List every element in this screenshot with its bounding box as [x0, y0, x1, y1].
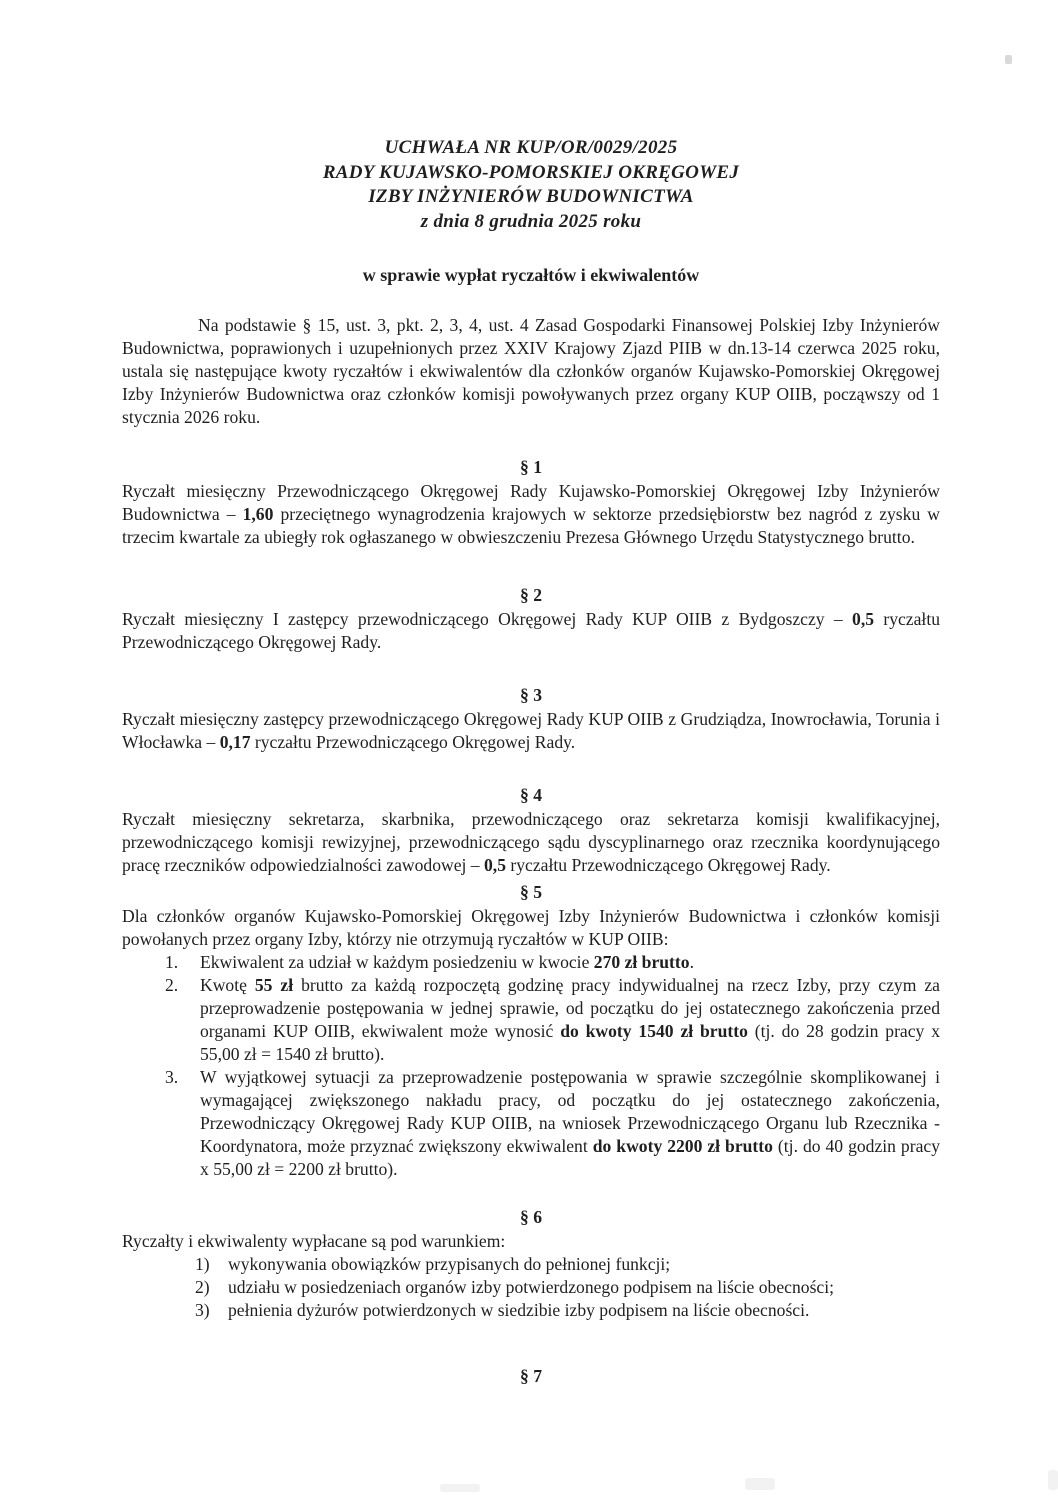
text-run: brutto za każdą rozpoczętą godzinę pracy indywidualnej na rzecz Izby, przy czym za przeprowadzenie postępowania w jednej sprawie, od początku do jej ostatecznego zakończenia przed organami KUP OIIB, ekwiwalent może wynosić: [200, 975, 940, 1041]
text-run: Ryczałty i ekwiwalenty wypłacane są pod warunkiem:: [122, 1231, 506, 1251]
list-item: [122, 1276, 940, 1299]
scan-smudge: [745, 1478, 775, 1490]
text-run: ryczałtu Przewodniczącego Okręgowej Rady.: [122, 609, 940, 652]
text-run: przeciętnego wynagrodzenia krajowych w sektorze przedsiębiorstw bez nagród z zysku w trzecim kwartale za ubiegły rok ogłaszanego w obwieszczeniu Prezesa Głównego Urzędu Statystycznego brutto.: [122, 504, 940, 547]
text-run: udziału w posiedzeniach organów izby potwierdzonego podpisem na liście obecności;: [228, 1277, 834, 1297]
text-run: Na podstawie § 15, ust. 3, pkt. 2, 3, 4, ust. 4 Zasad Gospodarki Finansowej Polskiej Izby Inżynierów Budownictwa, poprawionych i uzupełnionych przez XXIV Krajowy Zjazd PIIB w dn.13-14 czerwca 2025 roku, ustala się następujące kwoty ryczałtów i ekwiwalentów dla członków organów Kujawsko-Pomorskiej Okręgowej Izby Inżynierów Budownictwa oraz członków komisji powoływanych przez organy KUP OIIB, począwszy od 1 stycznia 2026 roku.: [122, 315, 940, 427]
scan-smudge: [440, 1484, 480, 1492]
paragraph: [122, 808, 940, 877]
section-heading: § 6: [520, 1207, 542, 1227]
scan-speck: [1005, 55, 1012, 64]
section: [122, 881, 940, 1181]
text-run: Ryczałt miesięczny Przewodniczącego Okręgowej Rady Kujawsko-Pomorskiej Okręgowej Izby Inżynierów Budownictwa –: [122, 481, 940, 524]
paragraph: [122, 1230, 940, 1253]
intro-paragraph: [122, 314, 940, 429]
text-run: Ryczałt miesięczny sekretarza, skarbnika, przewodniczącego oraz sekretarza komisji kwalifikacyjnej, przewodniczącego komisji rewizyjnej, przewodniczącego sądu dyscyplinarnego oraz rzecznika koordynującego pracę rzeczników odpowiedzialności zawodowej –: [122, 809, 940, 875]
section: [122, 684, 940, 754]
text-run: Kwotę: [200, 975, 255, 995]
list-item-number: 1): [195, 1254, 210, 1274]
ordered-list: [122, 1253, 940, 1322]
text-run: Ryczałt miesięczny I zastępcy przewodniczącego Okręgowej Rady KUP OIIB z Bydgoszczy –: [122, 609, 853, 629]
ordered-list: [122, 951, 940, 1181]
title-line: z dnia 8 grudnia 2025 roku: [420, 210, 642, 232]
text-run: .: [689, 952, 694, 972]
paragraph: [122, 905, 940, 951]
section: [122, 456, 940, 549]
bold-text-run: do kwoty 1540 zł brutto: [560, 1021, 748, 1041]
section: [122, 584, 940, 654]
paragraph: [122, 480, 940, 549]
list-item-number: 3.: [165, 1067, 179, 1087]
document-content: [122, 136, 940, 1389]
list-item: [122, 1299, 940, 1322]
bold-text-run: 55 zł: [254, 975, 294, 995]
bold-text-run: 270 zł brutto: [593, 952, 690, 972]
text-run: (tj. do 28 godzin pracy x 55,00 zł = 1540 zł brutto).: [200, 1021, 940, 1064]
text-run: pełnienia dyżurów potwierdzonych w siedzibie izby podpisem na liście obecności.: [228, 1300, 810, 1320]
document-title: [122, 136, 940, 234]
section-heading: § 3: [520, 685, 542, 705]
list-item: [122, 1253, 940, 1276]
title-line: UCHWAŁA NR KUP/OR/0029/2025: [384, 137, 678, 158]
list-item-number: 2.: [165, 975, 179, 995]
section-heading: § 4: [520, 785, 542, 805]
list-item: [122, 1066, 940, 1181]
section: [122, 784, 940, 877]
list-item-number: 3): [195, 1300, 210, 1320]
document-subject: w sprawie wypłat ryczałtów i ekwiwalentów: [362, 265, 700, 285]
section: [122, 1206, 940, 1322]
title-line: IZBY INŻYNIERÓW BUDOWNICTWA: [368, 186, 694, 207]
section-heading: § 7: [520, 1366, 542, 1386]
list-item: [122, 951, 940, 974]
section-heading: § 2: [520, 585, 542, 605]
text-run: (tj. do 40 godzin pracy x 55,00 zł = 2200 zł brutto).: [200, 1136, 941, 1179]
paragraph: [122, 608, 940, 654]
list-item-number: 2): [195, 1277, 210, 1297]
section: [122, 1365, 940, 1388]
bold-text-run: 0,5: [484, 855, 506, 875]
sections-container: [122, 456, 940, 1388]
title-line: RADY KUJAWSKO-POMORSKIEJ OKRĘGOWEJ: [322, 161, 740, 183]
bold-text-run: 1,60: [242, 504, 274, 524]
list-item: [122, 974, 940, 1066]
bold-text-run: do kwoty 2200 zł brutto: [592, 1136, 773, 1156]
list-item-number: 1.: [165, 952, 179, 972]
text-run: W wyjątkowej sytuacji za przeprowadzenie postępowania w sprawie szczególnie skomplikowanej i wymagającej zwiększonego nakładu pracy, od początku do jej ostatecznego zakończenia, Przewodniczący Okręgowej Rady KUP OIIB, na wniosek Przewodniczącego Organu lub Rzecznika - Koordynatora, może przyznać zwiększony ekwiwalent: [200, 1067, 940, 1156]
text-run: Ryczałt miesięczny zastępcy przewodniczącego Okręgowej Rady KUP OIIB z Grudziądza, Inowrocławia, Torunia i Włocławka –: [122, 709, 940, 752]
text-run: wykonywania obowiązków przypisanych do pełnionej funkcji;: [228, 1254, 671, 1274]
text-run: Dla członków organów Kujawsko-Pomorskiej Okręgowej Izby Inżynierów Budownictwa i członków komisji powołanych przez organy Izby, którzy nie otrzymują ryczałtów w KUP OIIB:: [122, 906, 940, 949]
bold-text-run: 0,5: [852, 609, 875, 629]
text-run: Ekwiwalent za udział w każdym posiedzeniu w kwocie: [200, 952, 594, 972]
scan-smudge: [1048, 1470, 1058, 1490]
section-heading: § 5: [520, 882, 542, 902]
paragraph: [122, 708, 940, 754]
text-run: ryczałtu Przewodniczącego Okręgowej Rady.: [250, 732, 576, 752]
section-heading: § 1: [520, 457, 542, 477]
text-run: ryczałtu Przewodniczącego Okręgowej Rady.: [506, 855, 831, 875]
bold-text-run: 0,17: [219, 732, 251, 752]
